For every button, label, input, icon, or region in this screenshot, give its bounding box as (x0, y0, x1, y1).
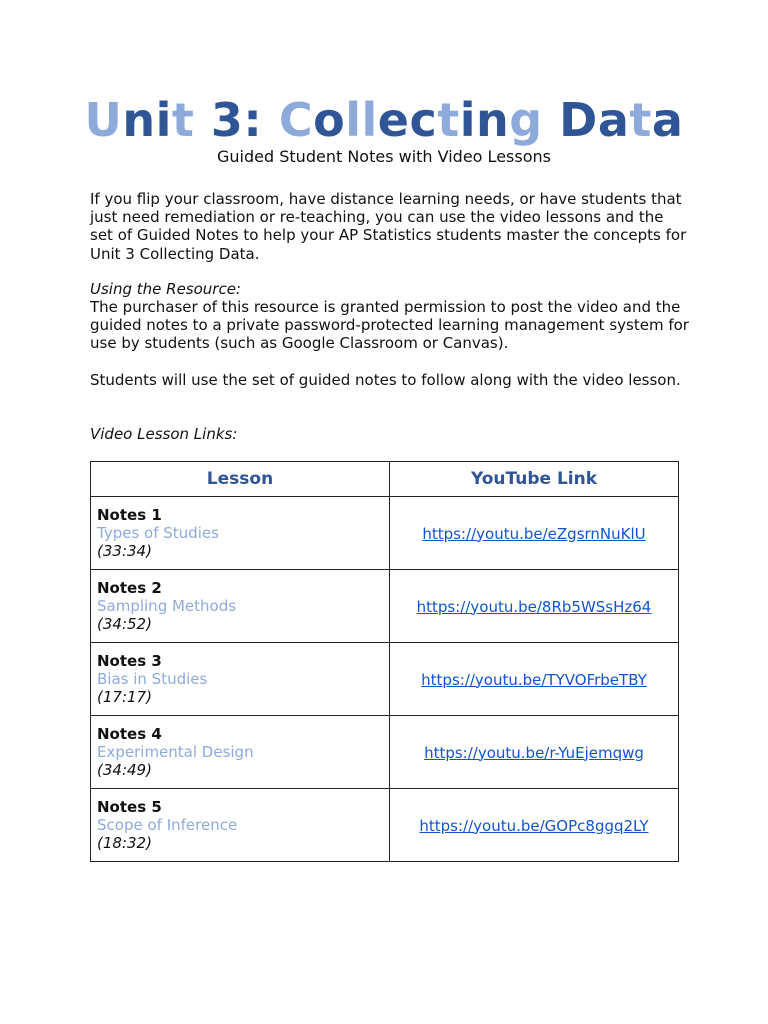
lesson-duration: (34:52) (97, 615, 152, 634)
title-segment: in (459, 93, 510, 147)
lesson-topic: Experimental Design (97, 742, 254, 761)
page-subtitle: Guided Student Notes with Video Lessons (217, 147, 551, 166)
intro-paragraph: If you flip your classroom, have distance learning needs, or have students that just need remediation or re-teaching, you can use the video lessons and the set of Guided Notes to help your AP Statistics students master the concepts for Unit 3 Collecting Data. (90, 190, 687, 263)
video-links-heading: Video Lesson Links: (90, 425, 238, 443)
title-segment: t (629, 93, 652, 147)
lesson-cell (91, 789, 390, 862)
lesson-duration: (17:17) (97, 688, 152, 707)
youtube-link[interactable]: https://youtu.be/TYVOFrbeTBY (421, 670, 647, 689)
youtube-link-column-header: YouTube Link (390, 462, 679, 497)
using-resource-paragraph: The purchaser of this resource is granted permission to post the video and the guided notes to a private password-protected learning management system for use by students (such as Google Classroom or Canvas). (90, 298, 689, 353)
title-segment: g (509, 93, 543, 147)
using-resource-heading: Using the Resource: (90, 280, 241, 298)
lesson-column-header: Lesson (91, 462, 390, 497)
lesson-cell (91, 643, 390, 716)
table-header-row (91, 462, 679, 497)
lesson-topic: Bias in Studies (97, 669, 208, 688)
title-segment: ni (122, 93, 172, 147)
lesson-name: Notes 1 (97, 505, 162, 524)
table-row (91, 716, 679, 789)
title-segment: t (171, 93, 195, 147)
youtube-link[interactable]: https://youtu.be/r-YuEjemqwg (424, 743, 644, 762)
youtube-link[interactable]: https://youtu.be/GOPc8ggq2LY (419, 816, 649, 835)
lesson-cell (91, 497, 390, 570)
video-lesson-table (90, 461, 679, 862)
title-segment: Da (542, 93, 630, 147)
table-row (91, 570, 679, 643)
youtube-link-cell (390, 643, 679, 716)
youtube-link-cell (390, 789, 679, 862)
youtube-link[interactable]: https://youtu.be/8Rb5WSsHz64 (416, 597, 652, 616)
students-paragraph: Students will use the set of guided notes to follow along with the video lesson. (90, 371, 681, 389)
table-row (91, 789, 679, 862)
youtube-link-cell (390, 497, 679, 570)
title-segment: U (84, 93, 123, 147)
youtube-link-cell (390, 716, 679, 789)
lesson-duration: (34:49) (97, 761, 152, 780)
title-segment: C (278, 93, 314, 147)
youtube-link-cell (390, 570, 679, 643)
lesson-topic: Types of Studies (97, 523, 219, 542)
lesson-topic: Scope of Inference (97, 815, 238, 834)
title-segment: a (651, 93, 684, 147)
lesson-duration: (18:32) (97, 834, 152, 853)
lesson-name: Notes 2 (97, 578, 162, 597)
title-segment: t (437, 93, 460, 147)
lesson-name: Notes 3 (97, 651, 162, 670)
lesson-topic: Sampling Methods (97, 596, 237, 615)
lesson-name: Notes 4 (97, 724, 162, 743)
title-segment: 3: (194, 93, 279, 147)
page-title (0, 90, 768, 150)
lesson-name: Notes 5 (97, 797, 162, 816)
title-segment: ll (345, 93, 378, 147)
lesson-cell (91, 570, 390, 643)
lesson-duration: (33:34) (97, 542, 152, 561)
youtube-link[interactable]: https://youtu.be/eZgsrnNuKlU (422, 524, 646, 543)
table-row (91, 643, 679, 716)
title-segment: ec (377, 93, 438, 147)
title-segment: o (313, 93, 346, 147)
table-row (91, 497, 679, 570)
lesson-cell (91, 716, 390, 789)
